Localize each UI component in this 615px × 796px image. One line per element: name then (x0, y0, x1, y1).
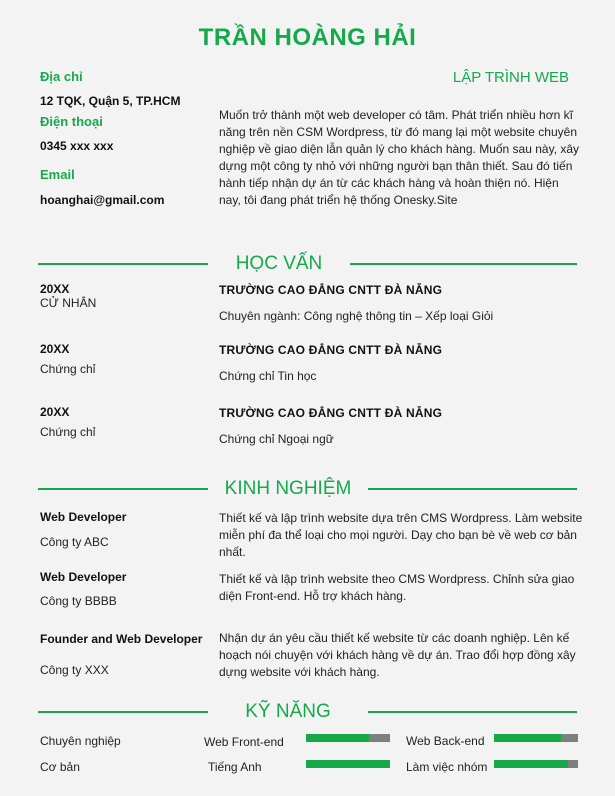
experience-divider-left (38, 488, 208, 490)
experience-divider-right (368, 488, 577, 490)
skill-bar-fill (494, 734, 561, 742)
exp-description: Thiết kế và lập trình website theo CMS Wordpress. Chỉnh sửa giao diện Front-end. Hỗ trợ khách hàng. (219, 572, 575, 603)
skill-name: Web Front-end (204, 735, 284, 749)
skill-bar-fill (494, 760, 568, 768)
edu-detail: Chuyên ngành: Công nghệ thông tin – Xếp loại Giỏi (219, 309, 494, 323)
skill-name: Làm việc nhóm (406, 760, 488, 774)
edu-degree: CỬ NHÂN (40, 296, 97, 310)
education-divider-right (350, 263, 577, 265)
edu-school: TRƯỜNG CAO ĐẲNG CNTT ĐÀ NẴNG (219, 283, 443, 297)
skill-name: Tiếng Anh (208, 760, 262, 774)
exp-description: Thiết kế và lập trình website dựa trên CMS Wordpress. Làm website miễn phí đa thể loại cho mọi người. Dạy cho bạn bè về web cơ bản nhất. (219, 511, 583, 559)
address-value: 12 TQK, Quận 5, TP.HCM (40, 94, 181, 108)
edu-degree: Chứng chỉ (40, 425, 96, 439)
skills-divider-right (368, 711, 577, 713)
edu-year: 20XX (40, 282, 70, 296)
exp-company: Công ty XXX (40, 663, 109, 677)
skill-name: Web Back-end (406, 734, 485, 748)
education-divider-left (38, 263, 208, 265)
email-value: hoanghai@gmail.com (40, 193, 165, 207)
skill-bar-fill (306, 734, 369, 742)
address-label: Địa chỉ (40, 69, 83, 84)
skill-level-label: Chuyên nghiệp (40, 734, 121, 748)
exp-position: Web Developer (40, 570, 127, 584)
skill-level-label: Cơ bản (40, 760, 80, 774)
email-label: Email (40, 167, 75, 182)
edu-year: 20XX (40, 342, 70, 356)
skill-bar (494, 734, 578, 742)
skills-divider-left (38, 711, 208, 713)
edu-school: TRƯỜNG CAO ĐẲNG CNTT ĐÀ NẴNG (219, 343, 443, 357)
skill-bar-fill (306, 760, 390, 768)
exp-position: Web Developer (40, 510, 127, 524)
skill-bar (306, 734, 390, 742)
candidate-name: TRẦN HOÀNG HẢI (198, 24, 417, 51)
exp-company: Công ty BBBB (40, 594, 117, 608)
exp-position: Founder and Web Developer (40, 632, 203, 646)
skill-bar (494, 760, 578, 768)
skills-title: KỸ NĂNG (245, 701, 331, 722)
objective-text: Muốn trở thành một web developer có tâm. Phát triển nhiều hơn kĩ năng trên nền CSM Wordpress, từ đó mang lại một website chuyên nghiệp về giao diện lẫn quản lý cho khách hàng. Muốn sau này, xây dựng một công ty nhỏ với những người bạn thân thiết. Sau đó tiến hành tiếp nhận dự án từ các khách hàng và hoàn thiện nó. Hiện nay, tôi đang phát triển hệ thống Onesky.Site (219, 108, 580, 207)
phone-label: Điện thoại (40, 114, 103, 129)
edu-school: TRƯỜNG CAO ĐẲNG CNTT ĐÀ NẴNG (219, 406, 443, 420)
edu-detail: Chứng chỉ Ngoại ngữ (219, 432, 334, 446)
education-title: HỌC VẤN (235, 253, 323, 274)
experience-title: KINH NGHIỆM (224, 478, 352, 499)
exp-description: Nhận dự án yêu cầu thiết kế website từ các doanh nghiệp. Lên kế hoạch nói chuyện với khách hàng về dự án. Trao đổi hợp đồng xây dựng website với khách hàng. (219, 631, 576, 679)
edu-detail: Chứng chỉ Tin học (219, 369, 317, 383)
exp-company: Công ty ABC (40, 535, 109, 549)
phone-value: 0345 xxx xxx (40, 139, 114, 153)
target-role: LẬP TRÌNH WEB (452, 69, 569, 86)
edu-year: 20XX (40, 405, 70, 419)
skill-bar (306, 760, 390, 768)
edu-degree: Chứng chỉ (40, 362, 96, 376)
